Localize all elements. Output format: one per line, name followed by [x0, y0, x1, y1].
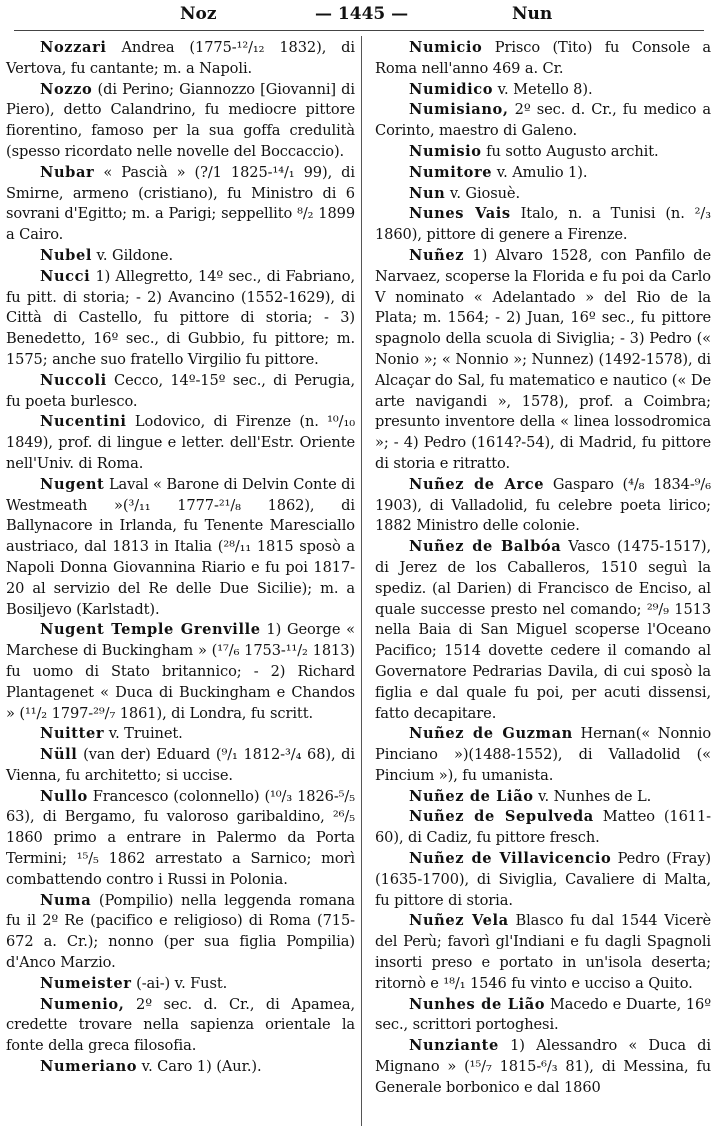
- entry-headword: Nucci: [40, 267, 91, 285]
- entry-text: v. Nunhes de L.: [533, 787, 652, 805]
- right-column: [375, 38, 711, 1099]
- entry: [375, 204, 711, 246]
- entry: [375, 807, 711, 849]
- entry: [6, 246, 355, 267]
- entry: [375, 100, 711, 142]
- entry-text: Francesco (colonnello) (¹⁰/₃ 1826-⁵/₅ 63), di Bergamo, fu valoroso garibaldino, ²⁶/₅ 1860 primo a entrare in Palermo da Porta Termini; ¹⁵/₅ 1862 arrestato a Sarnico; morì combattendo contro i Russi in Polonia.: [6, 787, 355, 888]
- entry: [6, 267, 355, 371]
- entry-text: Macedo e Duarte, 16º sec., scrittori portoghesi.: [375, 995, 711, 1034]
- entry: [6, 745, 355, 787]
- entry-text: (-ai-) v. Fust.: [131, 974, 228, 992]
- page-number: — 1445 —: [315, 4, 409, 24]
- entry-headword: Nuñez de Sepulveda: [409, 808, 594, 826]
- entry-headword: Nuñez Vela: [409, 912, 509, 930]
- page-header: [0, 4, 718, 26]
- entry-text: (Pompilio) nella leggenda romana fu il 2º Re (pacifico e religioso) di Roma (715-672 a. Cr.); nonno (per sua figlia Pompilia) d'Anco Marzio.: [6, 891, 355, 972]
- entry: [375, 163, 711, 184]
- entry: [6, 787, 355, 891]
- entry-headword: Numidico: [409, 80, 494, 98]
- entry-text: v. Truinet.: [104, 725, 183, 743]
- entry-text: v. Giosuè.: [445, 184, 520, 202]
- entry-text: Gasparo (⁴/₈ 1834-⁹/₆ 1903), di Valladolid, fu celebre poeta lirico; 1882 Ministro delle colonie.: [375, 475, 711, 535]
- entry-headword: Numitore: [409, 163, 493, 181]
- entry: [375, 475, 711, 537]
- entry: [375, 38, 711, 80]
- entry: [6, 1057, 355, 1078]
- entry: [375, 995, 711, 1037]
- entry: [375, 184, 711, 205]
- entry: [6, 724, 355, 745]
- entry-text: Hernan(« Nonnio Pinciano »)(1488-1552), di Valladolid (« Pincium »), fu umanista.: [375, 725, 712, 784]
- entry-headword: Nuñez de Guzman: [409, 725, 573, 743]
- entry-text: « Pascià » (?/1 1825-¹⁴/₁ 99), di Smirne, armeno (cristiano), fu Ministro di 6 sovrani d'Egitto; m. a Parigi; seppellito ⁸/₂ 1899 a Cairo.: [6, 163, 355, 244]
- entry-text: v. Amulio 1).: [492, 163, 588, 181]
- entry-text: Pedro (Fray) (1635-1700), di Siviglia, Cavaliere di Malta, fu pittore di storia.: [375, 850, 711, 909]
- entry-headword: Nullo: [40, 787, 88, 805]
- entry-headword: Nubar: [40, 163, 95, 181]
- entry-headword: Nuitter: [40, 725, 105, 743]
- entry: [375, 787, 711, 808]
- entry-headword: Nuñez de Arce: [409, 475, 545, 493]
- entry-text: 1) George « Marchese di Buckingham » (¹⁷/₆ 1753-¹¹/₂ 1813) fu uomo di Stato britannico; - 2) Richard Plantagenet « Duca di Buckingham e Chandos » (¹¹/₂ 1797-²⁹/₇ 1861), di Londra, fu scritt.: [6, 621, 355, 722]
- entry-headword: Numeriano: [40, 1058, 138, 1076]
- entry-text: Prisco (Tito) fu Console a Roma nell'anno 469 a. Cr.: [375, 39, 711, 77]
- entry: [6, 475, 355, 621]
- entry-text: Andrea (1775-¹²/₁₂ 1832), di Vertova, fu cantante; m. a Napoli.: [6, 39, 355, 77]
- entry-headword: Nunziante: [409, 1037, 499, 1055]
- entry: [6, 80, 355, 163]
- entry: [6, 38, 355, 80]
- entry-headword: Nozzari: [40, 39, 107, 56]
- entry-headword: Nozzo: [40, 80, 93, 98]
- entry-text: 1) Alvaro 1528, con Panfilo de Narvaez, scoperse la Florida e fu poi da Carlo V nominato « Adelantado » del Rio de la Plata; m. 1564; - 2) Juan, 16º sec., fu pittore spagnolo della scuola di Siviglia; - 3) Pedro (« Nonio »; « Nonnio »; Nunnez) (1492-1578), di Alcaçar do Sal, fu matematico e nautico (« De arte navigandi », 1578), prof. a Coimbra; presunto inventore della « linea lossodromica »; - 4) Pedro (1614?-54), di Madrid, fu pittore di storia e ritratto.: [375, 246, 711, 472]
- entry-headword: Nugent: [40, 475, 105, 493]
- entry: [375, 246, 711, 475]
- entry-text: 1) Alessandro « Duca di Mignano » (¹⁵/₇ 1815-⁶/₃ 81), di Messina, fu Generale borbonico e dal 1860: [375, 1037, 711, 1096]
- header-right-word: Nun: [512, 4, 553, 24]
- entry: [375, 849, 711, 911]
- entry: [375, 911, 711, 994]
- entry-headword: Numisio: [409, 142, 482, 160]
- entry-text: Matteo (1611-60), di Cadiz, fu pittore fresch.: [375, 808, 711, 847]
- entry-text: 2º sec. d. Cr., fu medico a Corinto, maestro di Galeno.: [375, 101, 711, 140]
- entry-text: fu sotto Augusto archit.: [481, 142, 659, 160]
- entry: [6, 995, 355, 1057]
- entry-headword: Nun: [409, 184, 446, 202]
- entry-text: v. Metello 8).: [493, 80, 593, 98]
- entry-text: v. Gildone.: [91, 246, 174, 264]
- entry: [6, 891, 355, 974]
- entry-headword: Numicio: [409, 39, 483, 56]
- entry: [375, 537, 711, 724]
- entry: [375, 142, 711, 163]
- entry: [6, 371, 355, 413]
- entry-text: (di Perino; Giannozzo [Giovanni] di Piero), detto Calandrino, fu mediocre pittore fiorentino, famoso per la sua goffa credulità (spesso ricordato nelle novelle del Boccaccio).: [6, 80, 355, 160]
- entry-headword: Nuccoli: [40, 371, 107, 389]
- column-divider: [361, 36, 362, 1126]
- entry-text: (van der) Eduard (⁹/₁ 1812-³/₄ 68), di Vienna, fu architetto; si uccise.: [6, 746, 355, 784]
- entry: [375, 80, 711, 101]
- left-column: [6, 38, 355, 1078]
- entry-text: Lodovico, di Firenze (n. ¹⁰/₁₀ 1849), prof. di lingue e letter. dell'Estr. Oriente nell'Univ. di Roma.: [6, 413, 355, 472]
- entry-headword: Nucentini: [40, 413, 127, 431]
- entry-text: Cecco, 14º-15º sec., di Perugia, fu poeta burlesco.: [6, 371, 355, 410]
- entry: [6, 974, 355, 995]
- entry: [6, 163, 355, 246]
- entry: [6, 412, 355, 474]
- header-rule: [14, 30, 704, 31]
- entry-headword: Numenio,: [40, 995, 125, 1013]
- entry-text: Vasco (1475-1517), di Jerez de los Caballeros, 1510 seguì la spediz. (al Darien) di Francisco de Enciso, al quale successe presto nel comando; ²⁹/₉ 1513 nella Baia di San Miguel scoperse l'Oceano Pacifico; 1514 dovette cedere il comando al Governatore Pedrarias Davila, di cui sposò la figlia e dal quale fu poi, per acuti dissensi, fatto decapitare.: [375, 538, 712, 722]
- entry-headword: Nunes Vais: [409, 205, 511, 223]
- entry-headword: Nuñez de Balbóa: [409, 538, 562, 556]
- header-left-word: Noz: [180, 4, 217, 24]
- entry-headword: Nuñez de Lião: [409, 787, 534, 805]
- entry-text: 1) Allegretto, 14º sec., di Fabriano, fu pitt. di storia; - 2) Avancino (1552-1629), di Città di Castello, fu pittore di storia; - 3) Benedetto, 16º sec., di Gubbio, fu pittore; m. 1575; anche suo fratello Virgilio fu pittore.: [6, 267, 355, 368]
- entry-headword: Nugent Temple Grenville: [40, 621, 261, 639]
- entry-headword: Nüll: [40, 746, 78, 764]
- entry: [375, 1036, 711, 1098]
- entry-text: 2º sec. d. Cr., di Apamea, credette trovare nella sapienza orientale la fonte della greca filosofia.: [6, 995, 355, 1055]
- entry-headword: Nunhes de Lião: [409, 995, 546, 1013]
- entry: [6, 620, 355, 724]
- entry-headword: Nubel: [40, 246, 92, 264]
- entry-headword: Nuñez: [409, 246, 465, 264]
- entry-headword: Numa: [40, 891, 92, 909]
- entry: [375, 724, 711, 786]
- entry-text: Italo, n. a Tunisi (n. ²/₃ 1860), pittore di genere a Firenze.: [375, 205, 711, 244]
- entry-text: Laval « Barone di Delvin Conte di Westmeath »(³/₁₁ 1777-²¹/₈ 1862), di Ballynacore in Irlanda, fu Tenente Maresciallo austriaco, dal 1813 in Italia (²⁸/₁₁ 1815 sposò a Napoli Donna Giovannina Riario e fu poi 1817-20 al servizio del Re delle Due Sicilie); m. a Bosiljevo (Karlstadt).: [6, 475, 355, 618]
- entry-headword: Nuñez de Villavicencio: [409, 850, 612, 868]
- entry-headword: Numisiano,: [409, 101, 509, 119]
- entry-text: v. Caro 1) (Aur.).: [137, 1058, 262, 1076]
- entry-text: Blasco fu dal 1544 Vicerè del Perù; favorì gl'Indiani e fu dagli Spagnoli insorti preso e portato in un'isola deserta; ritornò e ¹⁸/₁ 1546 fu vinto e ucciso a Quito.: [375, 912, 711, 992]
- entry-headword: Numeister: [40, 974, 132, 992]
